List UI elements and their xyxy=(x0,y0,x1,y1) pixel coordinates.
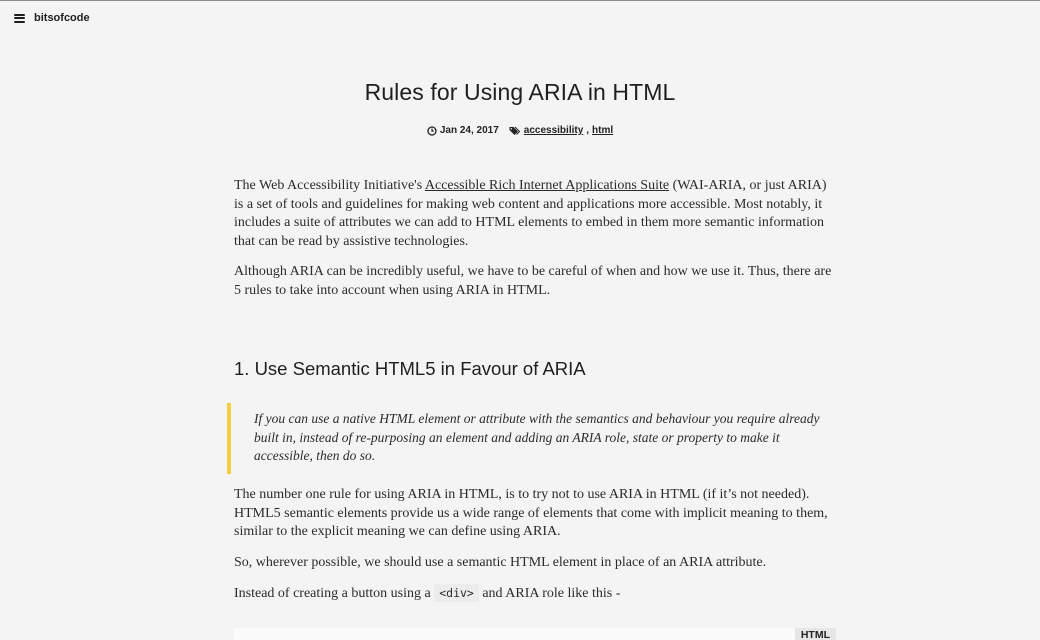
intro-text-start: The Web Accessibility Initiative's xyxy=(234,178,425,193)
code-language-label: HTML xyxy=(795,628,836,640)
intro-text-end: (WAI-ARIA, or just ARIA) is a set of tools and guidelines for making web content and applications more accessible. Most notably, it includes a suite of attributes we can add to HTML elements to embed in them more semantic information that can be read by assistive technologies. xyxy=(234,178,827,250)
section-paragraph-2: So, wherever possible, we should use a semantic HTML element in place of an ARIA attribute. xyxy=(234,554,767,570)
code-block xyxy=(234,628,836,640)
hamburger-icon[interactable] xyxy=(14,14,25,23)
tag-accessibility-link[interactable]: accessibility xyxy=(523,125,584,136)
intro-paragraph-2: Although ARIA can be incredibly useful, we have to be careful of when and how we use it. Thus, there are 5 rules to take into account when using ARIA in HTML. xyxy=(234,264,832,299)
post-tags xyxy=(509,125,613,136)
paragraph-text-start: Instead of creating a button using a xyxy=(234,586,435,602)
post-title: Rules for Using ARIA in HTML xyxy=(364,79,676,105)
intro-section xyxy=(234,177,838,312)
site-name-link[interactable]: bitsofcode xyxy=(34,12,90,24)
tag-separator: , xyxy=(586,125,590,136)
section-heading: 1. Use Semantic HTML5 in Favour of ARIA xyxy=(234,358,586,379)
post-meta xyxy=(0,125,1040,136)
paragraph-text-end: and ARIA role like this - xyxy=(478,586,621,602)
tag-html-link[interactable]: html xyxy=(592,125,614,136)
post-date-text: Jan 24, 2017 xyxy=(439,125,499,136)
intro-paragraph-1 xyxy=(234,177,838,252)
post-date xyxy=(427,125,499,136)
section-paragraph-1: The number one rule for using ARIA in HTML, is to try not to use ARIA in HTML (if it’s not needed). HTML5 semantic elements provide us a wide range of elements that come with implicit meaning to them, similar to the explicit meaning we can define using ARIA. xyxy=(234,487,828,540)
inline-code-div: <div> xyxy=(434,584,479,602)
section-body xyxy=(234,486,838,616)
tags-icon xyxy=(509,126,521,136)
aria-suite-link[interactable]: Accessible Rich Internet Applications Suite xyxy=(424,178,670,193)
section-paragraph-3 xyxy=(234,584,838,604)
clock-icon xyxy=(427,126,437,136)
top-bar xyxy=(14,12,90,24)
rule-blockquote: If you can use a native HTML element or attribute with the semantics and behaviour you require already built in, instead of re-purposing an element and adding an ARIA role, state or property to make it accessible, then do so. xyxy=(227,403,833,474)
